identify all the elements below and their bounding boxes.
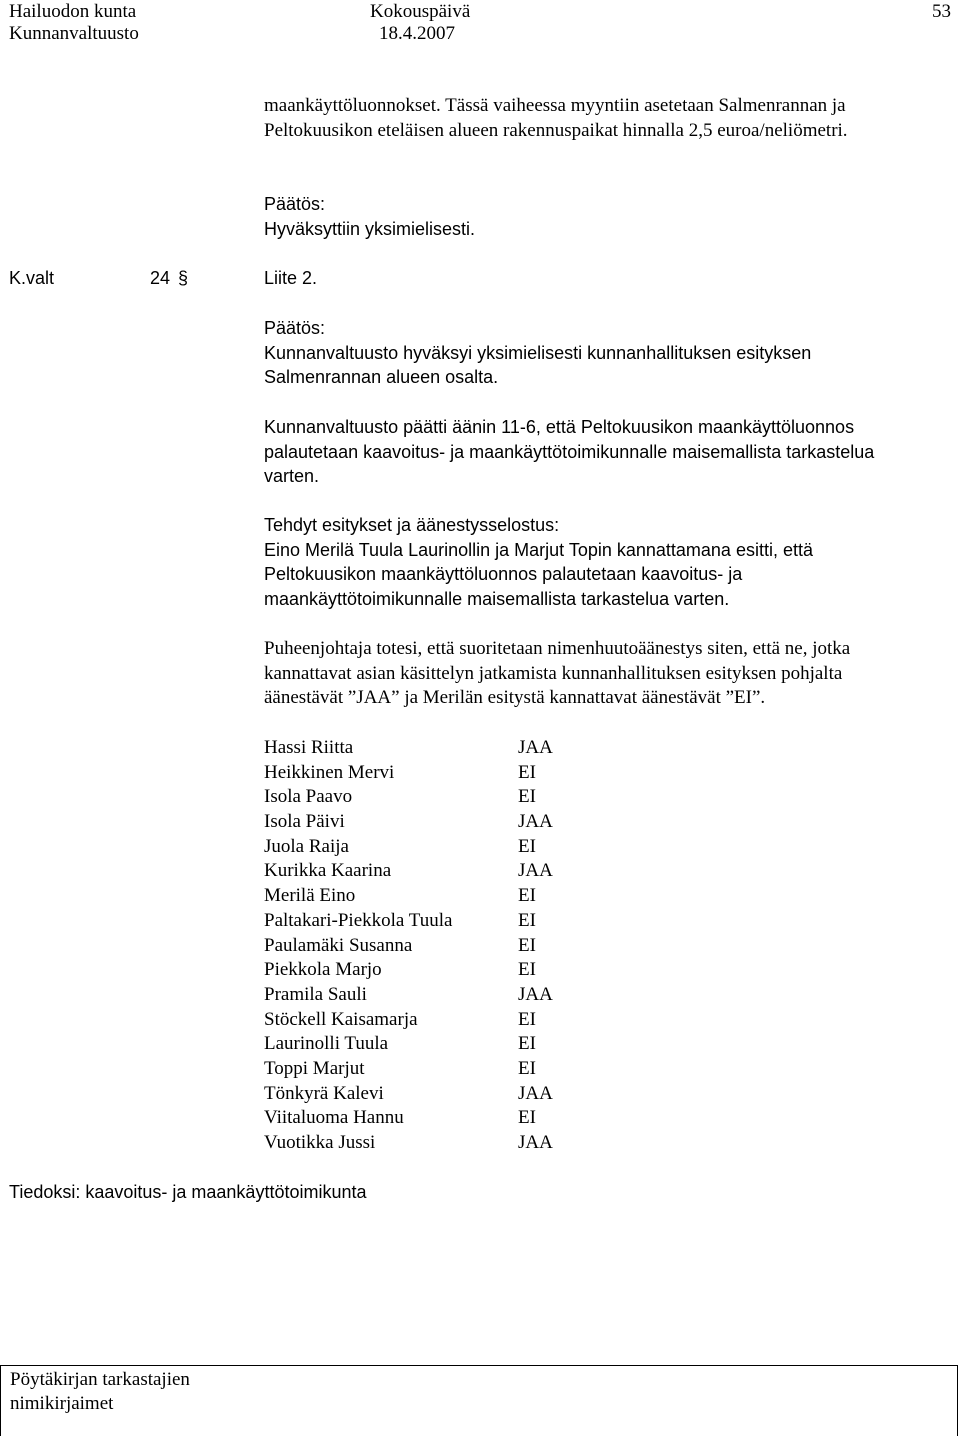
voter-name: Viitaluoma Hannu bbox=[264, 1107, 404, 1129]
vote-value: EI bbox=[518, 934, 536, 956]
vote-value: EI bbox=[518, 786, 536, 808]
distribution-note: Tiedoksi: kaavoitus- ja maankäyttötoimikunta bbox=[9, 1182, 367, 1202]
text-line: palautetaan kaavoitus- ja maankäyttötoimikunnalle maisemallista tarkastelua bbox=[264, 441, 875, 462]
vote-value: EI bbox=[518, 1033, 536, 1055]
vote-value: EI bbox=[518, 835, 536, 857]
decision-label: Päätös: bbox=[264, 318, 326, 338]
previous-decision-label bbox=[264, 192, 954, 241]
footer-line: nimikirjaimet bbox=[10, 1393, 114, 1414]
vote-value: EI bbox=[518, 959, 536, 981]
vote-result bbox=[264, 415, 954, 489]
voter-name: Merilä Eino bbox=[264, 885, 356, 907]
decision-text: Hyväksyttiin yksimielisesti. bbox=[264, 218, 476, 239]
voter-name: Isola Päivi bbox=[264, 811, 345, 833]
text-line: Kunnanvaltuusto hyväksyi yksimielisesti kunnanhallituksen esityksen bbox=[264, 342, 812, 363]
voter-name: Heikkinen Mervi bbox=[264, 761, 395, 783]
item-ref: K.valt bbox=[9, 268, 55, 288]
vote-names-column bbox=[264, 736, 452, 1156]
section-sign: § bbox=[178, 268, 189, 288]
vote-value: EI bbox=[518, 1057, 536, 1079]
voter-name: Isola Paavo bbox=[264, 786, 353, 808]
meeting-date: 18.4.2007 bbox=[379, 23, 455, 44]
vote-value: JAA bbox=[518, 1082, 553, 1104]
voter-name: Kurikka Kaarina bbox=[264, 860, 392, 882]
voter-name: Paulamäki Susanna bbox=[264, 934, 413, 956]
municipality-name: Hailuodon kunta bbox=[9, 1, 137, 22]
text-line: äänestävät ”JAA” ja Merilän esitystä kannattavat äänestävät ”EI”. bbox=[264, 687, 766, 709]
text-line: Eino Merilä Tuula Laurinollin ja Marjut Topin kannattamana esitti, että bbox=[264, 539, 813, 560]
voter-name: Vuotikka Jussi bbox=[264, 1132, 376, 1153]
vote-value: EI bbox=[518, 1107, 536, 1129]
vote-value: EI bbox=[518, 885, 536, 907]
voter-name: Stöckell Kaisamarja bbox=[264, 1008, 418, 1030]
attachment-ref: Liite 2. bbox=[264, 268, 318, 288]
text-line: Tehdyt esitykset ja äänestysselostus: bbox=[264, 515, 560, 535]
voter-name: Tönkyrä Kalevi bbox=[264, 1082, 384, 1104]
voter-name: Hassi Riitta bbox=[264, 737, 354, 758]
voter-name: Pramila Sauli bbox=[264, 983, 367, 1005]
voter-name: Paltakari-Piekkola Tuula bbox=[264, 909, 453, 931]
meeting-date-label: Kokouspäivä bbox=[370, 1, 471, 22]
chair-statement bbox=[264, 637, 954, 711]
item-decision bbox=[264, 316, 954, 390]
footer-initials-box bbox=[0, 1365, 958, 1436]
previous-item-text bbox=[264, 94, 954, 143]
voter-name: Juola Raija bbox=[264, 835, 349, 857]
vote-values-column bbox=[518, 736, 553, 1156]
proposals-section bbox=[264, 513, 954, 611]
text-line: Puheenjohtaja totesi, että suoritetaan nimenhuutoäänestys siten, että ne, jotka bbox=[264, 638, 851, 659]
vote-value: JAA bbox=[518, 1132, 553, 1153]
vote-value: EI bbox=[518, 761, 536, 783]
text-line: maankäyttöluonnokset. Tässä vaiheessa myyntiin asetetaan Salmenrannan ja bbox=[264, 95, 846, 116]
footer-line: Pöytäkirjan tarkastajien bbox=[10, 1369, 190, 1390]
body-name: Kunnanvaltuusto bbox=[9, 23, 139, 44]
item-number: 24 bbox=[150, 268, 171, 288]
text-line: varten. bbox=[264, 466, 320, 487]
text-line: maankäyttötoimikunnalle maisemallista tarkastelua varten. bbox=[264, 588, 730, 609]
text-line: Salmenrannan alueen osalta. bbox=[264, 367, 499, 388]
vote-value: JAA bbox=[518, 860, 553, 882]
text-line: Peltokuusikon eteläisen alueen rakennuspaikat hinnalla 2,5 euroa/neliömetri. bbox=[264, 119, 848, 141]
voter-name: Laurinolli Tuula bbox=[264, 1033, 389, 1055]
text-line: kannattavat asian käsittelyn jatkamista kunnanhallituksen esityksen pohjalta bbox=[264, 662, 843, 684]
vote-value: JAA bbox=[518, 811, 553, 833]
voter-name: Toppi Marjut bbox=[264, 1057, 365, 1079]
vote-value: EI bbox=[518, 909, 536, 931]
vote-value: JAA bbox=[518, 983, 553, 1005]
text-line: Kunnanvaltuusto päätti äänin 11-6, että Peltokuusikon maankäyttöluonnos bbox=[264, 417, 855, 437]
voter-name: Piekkola Marjo bbox=[264, 959, 382, 981]
vote-value: EI bbox=[518, 1008, 536, 1030]
decision-label: Päätös: bbox=[264, 194, 326, 214]
vote-value: JAA bbox=[518, 737, 553, 758]
text-line: Peltokuusikon maankäyttöluonnos palautetaan kaavoitus- ja bbox=[264, 564, 743, 585]
page-number: 53 bbox=[932, 1, 951, 22]
